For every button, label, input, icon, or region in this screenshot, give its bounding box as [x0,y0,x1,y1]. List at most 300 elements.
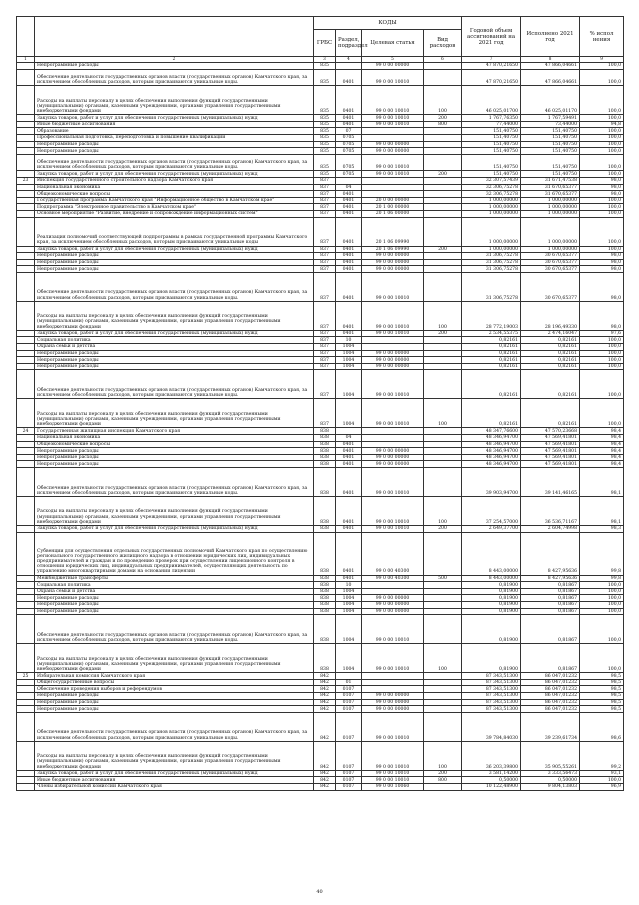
planned-amount-cell: 77,44000 [462,121,521,128]
expense-type-cell [424,441,462,448]
row-number-cell [17,330,35,337]
expense-name-cell: Непрограммные расходы [35,148,314,155]
planned-amount-cell: 47 870,21650 [462,69,521,86]
expense-type-cell: 100 [424,301,462,330]
actual-amount-cell: 46 025,01170 [521,86,580,115]
table-row [17,259,624,266]
target-article-cell [362,344,424,351]
target-article-cell [362,177,424,184]
grbs-code-cell: 835 [314,148,336,155]
section-code-cell: 0401 [336,115,362,122]
expense-name-cell: Общегосударственные вопросы [35,679,314,686]
planned-amount-cell: 0,82161 [462,363,521,370]
table-row [17,497,624,526]
planned-amount-cell: 0,81900 [462,608,521,615]
expense-name-cell: Национальная экономика [35,184,314,191]
execution-percent-cell: 98,4 [580,441,624,448]
row-number-cell [17,266,35,273]
expense-type-cell [424,608,462,615]
target-article-cell: 99 0 00 00000 [362,454,424,461]
section-code-cell: 1004 [336,595,362,602]
target-article-cell: 99 0 00 10010 [362,399,424,428]
grbs-code-cell: 838 [314,644,336,673]
header-pct: % испол нения [580,17,624,57]
table-row [17,301,624,330]
expense-name-cell: Закупка товаров, работ и услуг для обеспечения государственных (муниципальных) нужд [35,330,314,337]
expense-type-cell [424,217,462,246]
planned-amount-cell: 151,40750 [462,134,521,141]
table-row [17,468,624,497]
target-article-cell: 99 0 00 10010 [362,370,424,399]
section-code-cell: 0705 [336,154,362,171]
planned-amount-cell: 1 000,00000 [462,197,521,204]
target-article-cell: 99 0 00 10010 [362,644,424,673]
row-number-cell [17,608,35,615]
grbs-code-cell: 837 [314,246,336,253]
table-row [17,357,624,364]
table-row [17,344,624,351]
target-article-cell [362,679,424,686]
grbs-code-cell: 837 [314,210,336,217]
planned-amount-cell: 46 025,01700 [462,86,521,115]
table-body [17,57,624,791]
table-row [17,673,624,680]
table-row [17,644,624,673]
expense-type-cell [424,686,462,693]
planned-amount-cell: 48 346,94700 [462,454,521,461]
expense-name-cell: Государственная жилищная инспекция Камчатского края [35,428,314,435]
expense-name-cell: Закупка товаров, работ и услуг для обеспечения государственных (муниципальных) нужд [35,246,314,253]
grbs-code-cell: 838 [314,454,336,461]
actual-amount-cell: 151,40750 [521,171,580,178]
table-row [17,526,624,533]
row-number-cell [17,134,35,141]
planned-amount-cell: 0,82161 [462,370,521,399]
actual-amount-cell: 151,40750 [521,128,580,135]
actual-amount-cell: 47 569,41801 [521,448,580,455]
planned-amount-cell: 151,40750 [462,148,521,155]
expense-type-cell: 200 [424,770,462,777]
grbs-code-cell: 835 [314,141,336,148]
table-row [17,191,624,198]
expense-name-cell: Охрана семьи и детства [35,588,314,595]
row-number-cell [17,741,35,770]
section-code-cell: 0401 [336,330,362,337]
expense-type-cell [424,615,462,644]
row-number-cell [17,191,35,198]
actual-amount-cell: 0,50000 [521,777,580,784]
table-row [17,461,624,468]
actual-amount-cell: 47 570,23668 [521,428,580,435]
target-article-cell [362,582,424,589]
actual-amount-cell: 86 047,01232 [521,673,580,680]
expense-name-cell: Непрограммные расходы [35,141,314,148]
actual-amount-cell: 0,82161 [521,370,580,399]
expense-name-cell: Обеспечение деятельности государственных органов власти (государственных органов) Камчатского края, за исключением обособленных расходов, которым присваиваются уникальные коды. [35,468,314,497]
row-number-cell [17,272,35,301]
execution-percent-cell: 100,0 [580,154,624,171]
row-number-cell [17,128,35,135]
table-row [17,370,624,399]
planned-amount-cell: 31 306,75278 [462,266,521,273]
execution-percent-cell: 98,1 [580,468,624,497]
expense-name-cell: Межбюджетные трансферты [35,575,314,582]
grbs-code-cell: 842 [314,699,336,706]
target-article-cell: 99 0 00 00000 [362,448,424,455]
actual-amount-cell: 47 866,04661 [521,69,580,86]
grbs-code-cell: 838 [314,601,336,608]
target-article-cell: 99 0 00 10060 [362,783,424,790]
table-row [17,441,624,448]
planned-amount-cell: 87 343,51300 [462,692,521,699]
table-row [17,69,624,86]
execution-percent-cell: 98,5 [580,692,624,699]
planned-amount-cell: 39 903,94700 [462,468,521,497]
target-article-cell: 99 0 00 10010 [362,497,424,526]
section-code-cell: 04 [336,184,362,191]
table-row [17,246,624,253]
grbs-code-cell: 835 [314,134,336,141]
row-number-cell [17,184,35,191]
execution-percent-cell: 100,0 [580,344,624,351]
execution-percent-cell: 100,0 [580,204,624,211]
header-row-1 [17,17,624,30]
grbs-code-cell: 835 [314,128,336,135]
planned-amount-cell: 2 534,55375 [462,330,521,337]
grbs-code-cell: 838 [314,468,336,497]
row-number-cell [17,497,35,526]
expense-name-cell: Основное мероприятие "Развитие, внедрение и сопровождение информационных систем" [35,210,314,217]
expense-type-cell: 200 [424,526,462,533]
actual-amount-cell: 47 866,04661 [521,63,580,70]
grbs-code-cell: 837 [314,399,336,428]
planned-amount-cell: 48 346,94700 [462,441,521,448]
grbs-code-cell: 838 [314,435,336,442]
row-number-cell [17,63,35,70]
expense-name-cell: Непрограммные расходы [35,461,314,468]
grbs-code-cell: 837 [314,184,336,191]
grbs-code-cell: 838 [314,428,336,435]
grbs-code-cell: 835 [314,63,336,70]
section-code-cell: 0107 [336,686,362,693]
grbs-code-cell: 838 [314,448,336,455]
execution-percent-cell: 100,0 [580,63,624,70]
section-code-cell: 0401 [336,210,362,217]
target-article-cell: 99 0 00 00000 [362,608,424,615]
row-number-cell: 23 [17,177,35,184]
planned-amount-cell: 10 122,48900 [462,783,521,790]
target-article-cell: 99 0 00 10010 [362,115,424,122]
section-code-cell: 1004 [336,350,362,357]
table-row [17,197,624,204]
execution-percent-cell: 100,0 [580,350,624,357]
row-number-cell [17,337,35,344]
expense-type-cell [424,197,462,204]
execution-percent-cell: 98,5 [580,686,624,693]
header-fact: Исполнено 2021 год [521,17,580,57]
grbs-code-cell: 837 [314,357,336,364]
row-number-cell [17,575,35,582]
planned-amount-cell: 0,82161 [462,337,521,344]
expense-type-cell: 100 [424,399,462,428]
expense-type-cell [424,191,462,198]
target-article-cell [362,673,424,680]
target-article-cell: 99 0 00 00000 [362,699,424,706]
target-article-cell [362,134,424,141]
expense-type-cell: 200 [424,330,462,337]
expense-type-cell [424,63,462,70]
header-name [35,17,314,57]
actual-amount-cell: 0,81867 [521,595,580,602]
execution-percent-cell: 100,0 [580,399,624,428]
section-code-cell: 0401 [336,575,362,582]
expense-type-cell: 100 [424,644,462,673]
row-number-cell [17,217,35,246]
planned-amount-cell: 48 346,94700 [462,461,521,468]
execution-percent-cell: 98,5 [580,706,624,713]
expense-type-cell [424,588,462,595]
row-number-cell [17,595,35,602]
row-number-cell [17,692,35,699]
row-number-cell [17,615,35,644]
execution-percent-cell: 98,4 [580,435,624,442]
colnum: 9 [580,57,624,63]
table-row [17,141,624,148]
section-code-cell: 0401 [336,191,362,198]
grbs-code-cell: 838 [314,532,336,575]
planned-amount-cell: 0,81900 [462,644,521,673]
expense-type-cell [424,783,462,790]
actual-amount-cell: 0,82161 [521,363,580,370]
row-number-cell [17,454,35,461]
grbs-code-cell: 838 [314,441,336,448]
execution-percent-cell: 100,0 [580,357,624,364]
target-article-cell: 99 0 00 00000 [362,706,424,713]
table-row [17,253,624,260]
execution-percent-cell: 100,0 [580,128,624,135]
row-number-cell [17,357,35,364]
target-article-cell: 99 0 00 00000 [362,266,424,273]
table-row [17,706,624,713]
expense-name-cell: Непрограммные расходы [35,357,314,364]
table-row [17,435,624,442]
section-code-cell [336,673,362,680]
table-row [17,399,624,428]
planned-amount-cell: 37 254,57000 [462,497,521,526]
table-row [17,770,624,777]
expense-name-cell: Непрограммные расходы [35,454,314,461]
expense-name-cell: Обеспечение проведения выборов и референдумов [35,686,314,693]
row-number-cell [17,210,35,217]
expense-type-cell: 200 [424,115,462,122]
section-code-cell: 01 [336,679,362,686]
row-number-cell [17,686,35,693]
target-article-cell: 99 0 00 10010 [362,171,424,178]
section-code-cell: 1004 [336,608,362,615]
actual-amount-cell: 73,44000 [521,121,580,128]
grbs-code-cell: 835 [314,86,336,115]
expense-type-cell [424,154,462,171]
expense-type-cell: 800 [424,121,462,128]
planned-amount-cell: 0,81900 [462,601,521,608]
section-code-cell: 0401 [336,86,362,115]
expense-type-cell [424,210,462,217]
grbs-code-cell: 837 [314,363,336,370]
planned-amount-cell: 87 343,51300 [462,686,521,693]
target-article-cell: 99 0 00 40300 [362,575,424,582]
row-number-cell [17,783,35,790]
actual-amount-cell: 47 569,41801 [521,441,580,448]
expense-name-cell: Расходы на выплаты персоналу в целях обеспечения выполнения функций государственными (муниципальными) органами, казенными учреждениями, органами управления государственными внебюджетными фондами [35,644,314,673]
colnum: 2 [35,57,314,63]
row-number-cell [17,644,35,673]
target-article-cell: 99 0 00 10010 [362,301,424,330]
execution-percent-cell: 99,8 [580,575,624,582]
planned-amount-cell: 0,82161 [462,350,521,357]
expense-name-cell: Непрограммные расходы [35,601,314,608]
actual-amount-cell: 39 239,61734 [521,712,580,741]
planned-amount-cell: 0,81900 [462,582,521,589]
section-code-cell [336,177,362,184]
grbs-code-cell: 842 [314,712,336,741]
row-number-cell [17,770,35,777]
actual-amount-cell: 86 047,01232 [521,699,580,706]
actual-amount-cell: 31 671,47538 [521,177,580,184]
header-vid: Вид расходов [424,30,462,57]
table-row [17,741,624,770]
execution-percent-cell: 100,0 [580,595,624,602]
target-article-cell: 20 1 00 00000 [362,204,424,211]
execution-percent-cell: 98,0 [580,266,624,273]
grbs-code-cell: 837 [314,350,336,357]
section-code-cell: 0401 [336,532,362,575]
actual-amount-cell: 151,40750 [521,134,580,141]
expense-type-cell [424,454,462,461]
actual-amount-cell: 0,81867 [521,588,580,595]
target-article-cell [362,191,424,198]
table-row [17,204,624,211]
expense-type-cell [424,428,462,435]
grbs-code-cell: 842 [314,692,336,699]
colnum: 5 [362,57,424,63]
planned-amount-cell: 1 000,00000 [462,217,521,246]
target-article-cell: 99 0 00 00000 [362,595,424,602]
row-number-cell [17,171,35,178]
table-row [17,699,624,706]
table-row [17,686,624,693]
actual-amount-cell: 1 767,59491 [521,115,580,122]
execution-percent-cell: 99,2 [580,741,624,770]
row-number-cell [17,679,35,686]
expense-type-cell [424,177,462,184]
row-number-cell [17,399,35,428]
actual-amount-cell: 8 427,95636 [521,532,580,575]
execution-percent-cell: 100,0 [580,777,624,784]
section-code-cell: 04 [336,435,362,442]
execution-percent-cell: 98,0 [580,272,624,301]
expense-type-cell [424,370,462,399]
actual-amount-cell: 0,81867 [521,601,580,608]
planned-amount-cell: 32 306,75278 [462,191,521,198]
planned-amount-cell: 32 307,57439 [462,177,521,184]
execution-percent-cell: 98,4 [580,454,624,461]
planned-amount-cell: 32 306,75278 [462,184,521,191]
section-code-cell: 10 [336,582,362,589]
section-code-cell: 1004 [336,357,362,364]
section-code-cell: 1004 [336,601,362,608]
planned-amount-cell: 0,81900 [462,595,521,602]
row-number-cell [17,121,35,128]
section-code-cell: 0107 [336,783,362,790]
execution-percent-cell: 100,0 [580,197,624,204]
execution-percent-cell: 100,0 [580,86,624,115]
table-row [17,171,624,178]
expense-type-cell [424,461,462,468]
target-article-cell: 99 0 00 00000 [362,692,424,699]
expense-name-cell: Профессиональная подготовка, переподготовка и повышение квалификации [35,134,314,141]
budget-table-sheet [16,16,623,791]
expense-type-cell [424,266,462,273]
row-number-cell [17,141,35,148]
grbs-code-cell: 837 [314,204,336,211]
execution-percent-cell: 100,0 [580,363,624,370]
expense-name-cell: Расходы на выплаты персоналу в целях обеспечения выполнения функций государственными (муниципальными) органами, казенными учреждениями, органами управления государственными внебюджетными фондами [35,741,314,770]
actual-amount-cell: 1 000,00000 [521,210,580,217]
execution-percent-cell: 100,0 [580,141,624,148]
expense-name-cell: Иные бюджетные ассигнования [35,121,314,128]
actual-amount-cell: 151,40750 [521,148,580,155]
table-row [17,115,624,122]
table-row [17,330,624,337]
planned-amount-cell: 36 203,39800 [462,741,521,770]
expense-type-cell [424,337,462,344]
table-row [17,692,624,699]
expense-name-cell: Непрограммные расходы [35,706,314,713]
expense-type-cell [424,679,462,686]
execution-percent-cell: 100,0 [580,171,624,178]
target-article-cell: 20 1 06 00000 [362,210,424,217]
planned-amount-cell: 151,40750 [462,128,521,135]
planned-amount-cell: 87 343,51300 [462,706,521,713]
expense-type-cell: 100 [424,86,462,115]
planned-amount-cell: 1 767,76350 [462,115,521,122]
row-number-cell [17,350,35,357]
page-number: 40 [316,889,323,895]
section-code-cell: 1004 [336,615,362,644]
target-article-cell: 99 0 00 00000 [362,141,424,148]
expense-name-cell: Непрограммные расходы [35,350,314,357]
row-number-cell [17,253,35,260]
execution-percent-cell: 98,6 [580,712,624,741]
planned-amount-cell: 151,40750 [462,154,521,171]
table-row [17,63,624,70]
target-article-cell: 99 0 00 00000 [362,259,424,266]
actual-amount-cell: 1 000,00000 [521,197,580,204]
grbs-code-cell: 837 [314,259,336,266]
planned-amount-cell: 1 000,00000 [462,246,521,253]
section-code-cell: 10 [336,337,362,344]
row-number-cell [17,148,35,155]
colnum: 7 [462,57,521,63]
table-row [17,783,624,790]
expense-name-cell: Непрограммные расходы [35,253,314,260]
actual-amount-cell: 86 047,01232 [521,692,580,699]
execution-percent-cell: 100,0 [580,601,624,608]
actual-amount-cell: 0,82161 [521,337,580,344]
actual-amount-cell: 0,82161 [521,399,580,428]
execution-percent-cell: 100,0 [580,210,624,217]
expense-name-cell: Обеспечение деятельности государственных органов власти (государственных органов) Камчатского края, за исключением обособленных расходов, которым присваиваются уникальные коды. [35,712,314,741]
